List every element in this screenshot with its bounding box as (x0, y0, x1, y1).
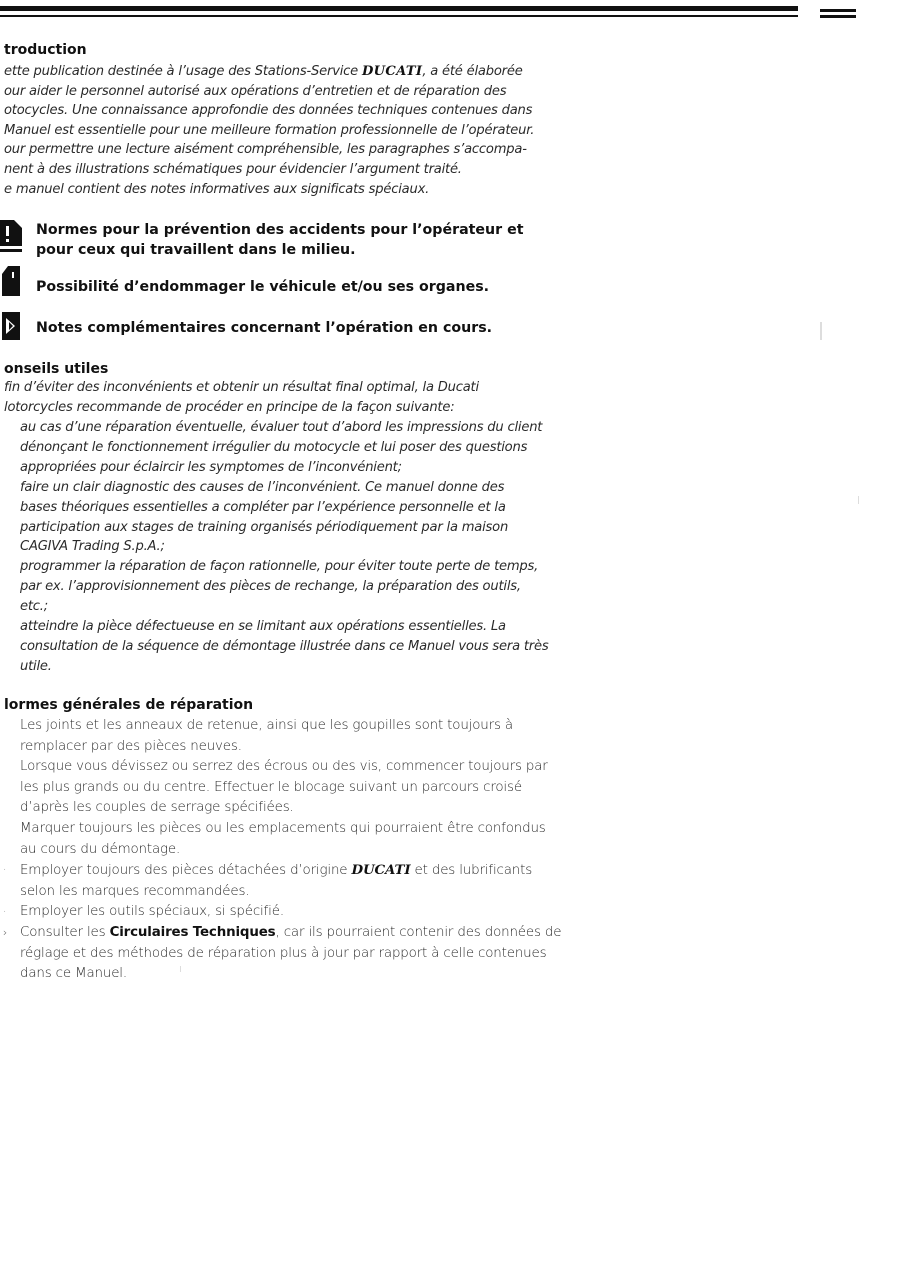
notice-text: Possibilité d’endommager le véhicule et/ou ses organes. (36, 279, 490, 295)
list-item: faire un clair diagnostic des causes de l’inconvénient. Ce manuel donne des bases théoriques essentielles a compléter par l’expérience personnelle et la participation aux stages de training organisés périodiquement par la maison CAGIVA Trading S.p.A.; (20, 479, 509, 555)
notice-complementary (0, 312, 556, 340)
introduction-heading: troduction (4, 42, 87, 58)
bullet-mark: · (3, 905, 7, 919)
intro-line: nent à des illustrations schématiques pour évidencier l’argument traité. (4, 161, 462, 177)
intro-line: otocycles. Une connaissance approfondie des données techniques contenues dans (4, 103, 533, 119)
conseils-heading: onseils utiles (4, 361, 109, 377)
notice-accident-prevention (0, 220, 556, 260)
header-rule-thick (0, 6, 798, 11)
intro-line: e manuel contient des notes informatives aux significats spéciaux. (4, 181, 430, 197)
normes-list (0, 716, 570, 985)
list-item: programmer la réparation de façon rationnelle, pour éviter toute perte de temps, par ex. l’approvisionnement des pièces de rechange, la préparation des outils, etc.; (20, 559, 539, 615)
bullet-mark: · (3, 863, 7, 877)
intro-line: Manuel est essentielle pour une meilleure formation professionnelle de l’opérateur. (4, 122, 535, 138)
intro-line: our aider le personnel autorisé aux opérations d’entretien et de réparation des (4, 83, 507, 99)
header-rule-thin (0, 15, 798, 17)
list-item: · Employer les outils spéciaux, si spécifié. (0, 902, 570, 923)
ducati-brand: DUCATI (351, 862, 411, 879)
scan-speck (858, 496, 859, 504)
introduction-paragraph (4, 62, 556, 199)
list-item: · Employer toujours des pièces détachées d’origine DUCATI et des lubrificants selon les marques recommandées. (3, 862, 533, 899)
list-item: atteindre la pièce défectueuse en se limitant aux opérations essentielles. La consultation de la séquence de démontage illustrée dans ce Manuel vous sera très utile. (20, 619, 549, 674)
bullet-mark: › (3, 925, 8, 939)
ducati-brand: DUCATI (362, 64, 423, 79)
notice-text: Notes complémentaires concernant l’opération en cours. (36, 320, 493, 336)
intro-line: our permettre une lecture aisément compréhensible, les paragraphes s’accompa- (4, 142, 527, 158)
list-item: › Consulter les Circulaires Techniques, car ils pourraient contenir des données de réglage et des méthodes de réparation plus à jour par rapport à celle contenues dans ce Manuel. (3, 924, 562, 982)
conseils-intro-line: fin d’éviter des inconvénients et obtenir un résultat final optimal, la Ducati (4, 380, 479, 395)
conseils-intro-line: lotorcycles recommande de procéder en principe de la façon suivante: (4, 399, 455, 415)
header-rule-right-1 (820, 9, 856, 12)
notice-text: Normes pour la prévention des accidents pour l’opérateur et pour ceux qui travaillent dans le milieu. (36, 222, 524, 258)
vehicle-damage-icon (0, 266, 22, 294)
list-item: au cas d’une réparation éventuelle, évaluer tout d’abord les impressions du client dénonçant le fonctionnement irrégulier du motocycle et lui poser des questions appropriées pour éclaircir les symptomes de l’inconvénient; (20, 420, 543, 475)
scan-speck (820, 322, 822, 340)
normes-heading: lormes générales de réparation (4, 697, 254, 713)
scan-speck (180, 966, 181, 972)
notice-vehicle-damage (0, 266, 556, 297)
header-rule-right-2 (820, 15, 856, 18)
list-item: Les joints et les anneaux de retenue, ainsi que les goupilles sont toujours à remplacer par des pièces neuves. (20, 718, 513, 754)
warning-person-icon (0, 220, 22, 248)
list-item: Marquer toujours les pièces ou les emplacements qui pourraient être confondus au cours du démontage. (20, 820, 546, 857)
conseils-list (0, 418, 570, 677)
note-arrow-icon (0, 312, 22, 340)
conseils-intro (4, 378, 564, 417)
intro-line: ette publication destinée à l’usage des Stations-Service DUCATI, a été élaborée (4, 64, 523, 79)
list-item: Lorsque vous dévissez ou serrez des écrous ou des vis, commencer toujours par les plus grands ou du centre. Effectuer le blocage suivant un parcours croisé d’après les couples de serrage spécifiées. (20, 759, 548, 816)
circulaires-techniques-strong: Circulaires Techniques (109, 924, 276, 940)
